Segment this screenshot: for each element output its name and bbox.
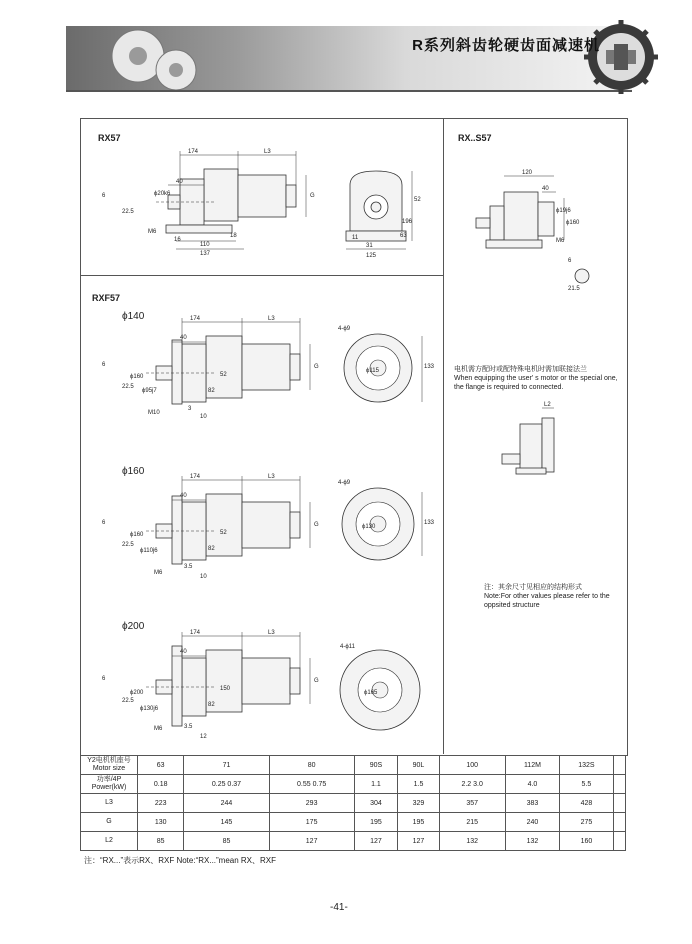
- dim-thread: M6: [148, 229, 157, 235]
- dim-L2: L2: [544, 402, 551, 408]
- flange-label-200: ϕ200: [122, 621, 145, 632]
- dim-flange: ϕ160: [130, 532, 144, 538]
- table-cell: [613, 775, 625, 794]
- page-title: R系列斜齿轮硬齿面减速机: [412, 37, 600, 54]
- table-cell: 275: [560, 813, 613, 832]
- table-cell: 90S: [354, 756, 398, 775]
- rx57-side-view: [96, 145, 336, 257]
- dim-40: 40: [180, 493, 187, 499]
- dim-holes: 4-ϕ9: [338, 480, 351, 486]
- dim-82: 82: [208, 546, 215, 552]
- dim-spigot: ϕ95j7: [142, 388, 157, 394]
- dim-holes: 4-ϕ9: [338, 326, 351, 332]
- table-cell: [613, 794, 625, 813]
- dim-82: 82: [208, 388, 215, 394]
- flange-note-cn: 电机需方配时或配特殊电机时需加联接法兰: [454, 366, 587, 373]
- frame-divider-horizontal: [80, 275, 443, 276]
- table-cell: 293: [269, 794, 354, 813]
- dim-thread: M10: [148, 410, 160, 416]
- table-cell: 1.5: [398, 775, 440, 794]
- dim-shaft: ϕ20k6: [154, 191, 171, 197]
- dim-6: 6: [568, 258, 572, 264]
- table-cell: 130: [138, 813, 184, 832]
- section-label-rx57: RX57: [98, 133, 121, 143]
- section-label-rxf57: RXF57: [92, 293, 121, 303]
- dim-120: 120: [522, 170, 533, 176]
- dim-6: 6: [102, 676, 106, 682]
- rxf160-end-view: [334, 476, 434, 572]
- table-cell: 1.1: [354, 775, 398, 794]
- dim-133: 133: [424, 364, 434, 370]
- dim-flange: ϕ160: [130, 374, 144, 380]
- dim-18: 18: [230, 233, 237, 239]
- dim-40: 40: [542, 186, 549, 192]
- table-cell: [613, 832, 625, 851]
- table-cell: 195: [354, 813, 398, 832]
- table-cell: 145: [184, 813, 269, 832]
- dim-holes: 4-ϕ11: [340, 644, 355, 650]
- table-cell: 112M: [505, 756, 560, 775]
- dim-82: 82: [208, 702, 215, 708]
- table-row: [81, 832, 626, 851]
- dim-3.5: 3.5: [184, 724, 193, 730]
- table-cell: 127: [398, 832, 440, 851]
- dim-174: 174: [188, 149, 199, 155]
- dim-40: 40: [180, 649, 187, 655]
- table-cell: 132S: [560, 756, 613, 775]
- dim-12: 12: [200, 734, 207, 740]
- dim-21.5: 21.5: [568, 286, 580, 292]
- dim-input-shaft: ϕ19j6: [556, 208, 571, 214]
- table-cell: 127: [354, 832, 398, 851]
- rxf200-end-view: [334, 640, 434, 740]
- rxf140-side-view: [96, 312, 336, 424]
- table-cell: 195: [398, 813, 440, 832]
- table-row: [81, 756, 626, 775]
- footnote: 注：“RX...”表示RX、RXF Note:“RX...”mean RX、RXF: [84, 856, 277, 865]
- dim-11: 63: [400, 233, 407, 239]
- table-cell: 223: [138, 794, 184, 813]
- table-cell: [613, 813, 625, 832]
- dim-156: 125: [366, 253, 377, 259]
- dim-16: 16: [174, 237, 181, 243]
- flange-label-140: ϕ140: [122, 311, 145, 322]
- dim-L3: L3: [268, 474, 275, 480]
- dim-flange: ϕ160: [566, 220, 580, 226]
- dim-thread: M6: [154, 726, 163, 732]
- dim-137: 137: [200, 251, 211, 257]
- table-cell: 215: [439, 813, 505, 832]
- table-cell: 80: [269, 756, 354, 775]
- table-row: [81, 813, 626, 832]
- frame-divider-vertical: [443, 118, 444, 754]
- dim-10: 10: [200, 574, 207, 580]
- dim-125: 31: [366, 243, 373, 249]
- spec-table: [80, 755, 626, 851]
- rxf140-end-view: [334, 322, 434, 418]
- table-cell: 329: [398, 794, 440, 813]
- other-values-note: [484, 583, 624, 610]
- table-cell: 428: [560, 794, 613, 813]
- dim-10: 10: [200, 414, 207, 420]
- table-cell: 127: [269, 832, 354, 851]
- row-header: Y2电机机座号 Motor size: [81, 756, 138, 775]
- dim-G: G: [310, 193, 315, 199]
- table-cell: 0.25 0.37: [184, 775, 269, 794]
- gear-motor-logo: [584, 20, 658, 94]
- table-row: [81, 775, 626, 794]
- table-cell: 244: [184, 794, 269, 813]
- table-cell: 0.55 0.75: [269, 775, 354, 794]
- dim-52: 52: [220, 530, 227, 536]
- dim-spigot: ϕ130j6: [140, 706, 159, 712]
- dim-key: 22.5: [122, 698, 134, 704]
- table-cell: 175: [269, 813, 354, 832]
- dim-3.5: 3.5: [184, 564, 193, 570]
- gears-illustration: [76, 26, 216, 90]
- row-header: G: [81, 813, 138, 832]
- dim-thread: M6: [556, 238, 565, 244]
- table-cell: 100: [439, 756, 505, 775]
- dim-174: 174: [190, 474, 201, 480]
- dim-L3: L3: [268, 630, 275, 636]
- dim-key: 22.5: [122, 542, 134, 548]
- table-cell: 240: [505, 813, 560, 832]
- dim-flange: ϕ200: [130, 690, 144, 696]
- dim-6: 6: [102, 193, 106, 199]
- table-cell: 2.2 3.0: [439, 775, 505, 794]
- row-header: 功率/4P Power(kW): [81, 775, 138, 794]
- table-cell: 383: [505, 794, 560, 813]
- row-header: L3: [81, 794, 138, 813]
- rx57-end-view: [340, 165, 424, 261]
- table-cell: 85: [184, 832, 269, 851]
- dim-pcd: ϕ130: [362, 524, 376, 530]
- motor-flange-view: [484, 398, 574, 478]
- dim-L3: L3: [268, 316, 275, 322]
- page-number: -41-: [330, 902, 348, 913]
- dim-40: 40: [180, 335, 187, 341]
- row-header: L2: [81, 832, 138, 851]
- flange-label-160: ϕ160: [122, 466, 145, 477]
- table-cell: 132: [439, 832, 505, 851]
- dim-G: G: [314, 678, 319, 684]
- dim-196: 52: [414, 197, 421, 203]
- dim-6: 6: [102, 520, 106, 526]
- table-cell: [613, 756, 625, 775]
- dim-pcd: ϕ165: [364, 690, 378, 696]
- rxf160-side-view: [96, 470, 336, 582]
- dim-key: 22.5: [122, 209, 134, 215]
- table-cell: 0.18: [138, 775, 184, 794]
- dim-G: G: [314, 522, 319, 528]
- table-cell: 71: [184, 756, 269, 775]
- dim-thread: M6: [154, 570, 163, 576]
- table-cell: 160: [560, 832, 613, 851]
- flange-note: [454, 365, 622, 392]
- table-cell: 90L: [398, 756, 440, 775]
- table-cell: 4.0: [505, 775, 560, 794]
- other-note-cn: 注：其余尺寸见相应的结构形式: [484, 584, 582, 591]
- dim-pcd: ϕ115: [366, 368, 379, 374]
- dim-52: 52: [220, 372, 227, 378]
- table-row: [81, 794, 626, 813]
- dim-6: 6: [102, 362, 106, 368]
- table-cell: 5.5: [560, 775, 613, 794]
- dim-G: G: [314, 364, 319, 370]
- other-note-en: Note:For other values please refer to the oppsited structure: [484, 593, 610, 609]
- table-cell: 357: [439, 794, 505, 813]
- dim-L3: L3: [264, 149, 271, 155]
- rxs57-side-view: [456, 162, 596, 292]
- dim-150: 150: [220, 686, 231, 692]
- dim-174: 174: [190, 630, 201, 636]
- rxf200-side-view: [96, 626, 336, 742]
- flange-note-en: When equipping the user' s motor or the special one, the flange is required to connected.: [454, 375, 618, 391]
- dim-spigot: ϕ110j6: [140, 548, 158, 554]
- table-cell: 304: [354, 794, 398, 813]
- dim-31: 11: [352, 235, 359, 241]
- dim-63: 196: [402, 219, 413, 225]
- dim-174: 174: [190, 316, 201, 322]
- section-label-rxs57: RX..S57: [458, 133, 492, 143]
- table-cell: 132: [505, 832, 560, 851]
- table-cell: 63: [138, 756, 184, 775]
- dim-133: 133: [424, 520, 434, 526]
- dim-40: 40: [176, 179, 183, 185]
- dim-3: 3: [188, 406, 192, 412]
- dim-key: 22.5: [122, 384, 134, 390]
- table-cell: 85: [138, 832, 184, 851]
- dim-110: 110: [200, 242, 210, 248]
